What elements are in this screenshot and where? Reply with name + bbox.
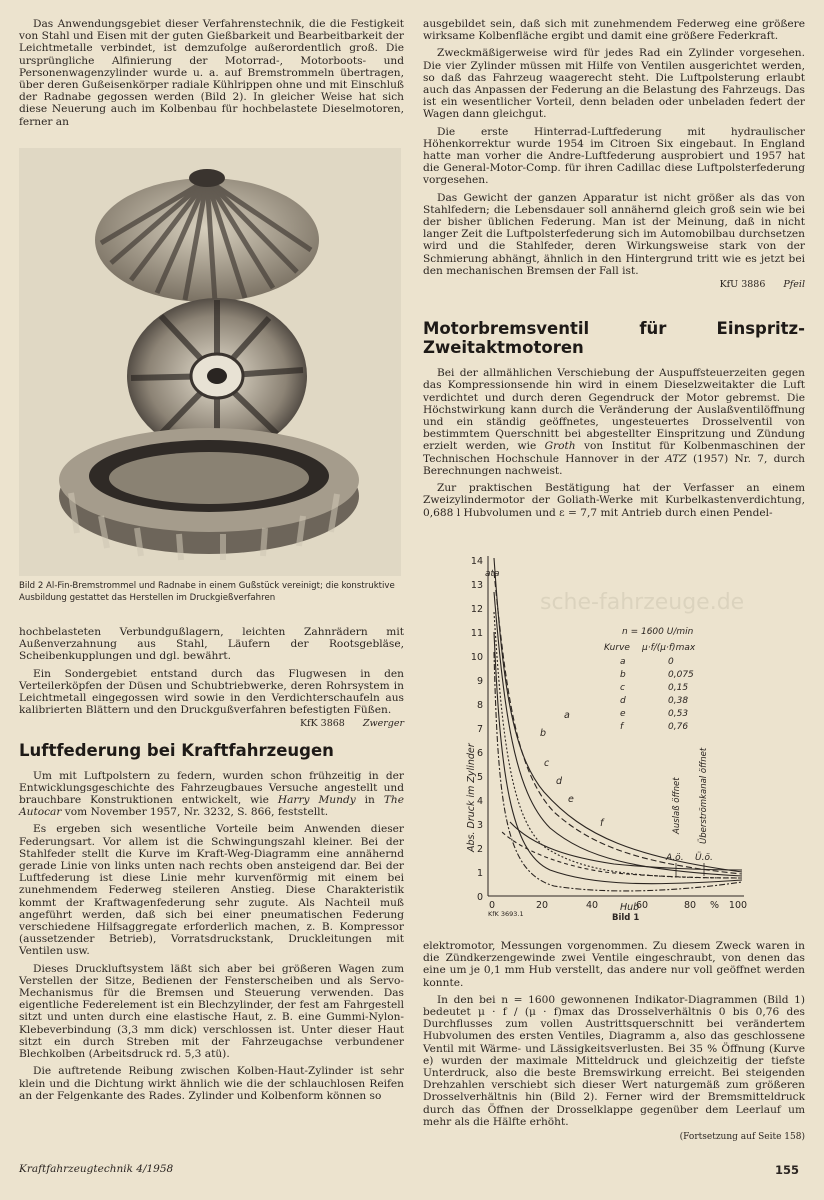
y-tick: 3 (476, 820, 483, 831)
kurve-ratio: 0 (668, 657, 674, 667)
x-tick: 60 (635, 900, 649, 911)
kurve-ratio: 0,76 (668, 722, 689, 732)
footer-journal: Kraftfahrzeugtechnik 4/1958 (19, 1163, 174, 1175)
left-column-bottom (19, 626, 404, 1107)
right-column (423, 18, 805, 524)
y-tick: 10 (470, 652, 483, 663)
indicator-diagram (454, 552, 762, 924)
figure-code: KfK 3693.1 (488, 910, 524, 918)
x-tick: 0 (488, 900, 496, 911)
x-tick: 40 (585, 900, 599, 911)
paragraph-motor-4: In den bei n = 1600 gewonnenen Indikator-Diagrammen (Bild 1) bedeutet μ · f / (μ · f)max das Drosselverhältnis 0 bis 0,76 des Durchflusses zum vollen Austrittsquerschnitt bei verändertem Hubvolumen des ersten Ventiles, Diagramm a, also das geschlossene Ventil mit Wärme- und Lässigkeitsverlusten. Bei 35 % Öffnung (Kurve e) wurden der maximale Mitteldruck und gleichzeitig der tiefste Unterdruck, also die beste Bremswirkung erreicht. Bei steigenden Drehzahlen verschiebt sich dieser Wert naturgemäß zum größeren Drosselverhältnis hin (Bild 2). Ferner wird der Bremsmitteldruck durch das Öffnen der Drosselklappe gegenüber dem Leerlauf um mehr als die Hälfte erhöht. (423, 993, 805, 1128)
paragraph-motor-2: Zur praktischen Bestätigung hat der Verfasser an einem Zweizylindermotor der Goliath-Werke mit Kurbelkastenverdichtung, 0,688 l Hubvolumen und ε = 7,7 mit Antrieb durch einen Pendel- (423, 482, 805, 519)
signature-kfk3868: KfK 3868 Zwerger (299, 718, 404, 730)
kurve-header: Kurve (604, 643, 630, 653)
kurve-letter: e (620, 709, 626, 719)
paragraph-right-4: Das Gewicht der ganzen Apparatur ist nicht größer als das von Stahlfedern; die Lebensdauer soll annähernd gleich groß sein wie bei der bisher üblichen Federung. Man ist der Meinung, daß in nicht langer Zeit die Luftpolsterfederung sich im Automobilbau durchsetzen wird und die Stahlfeder, deren Wirkungsweise stark von der Schmierung abhängt, ähnlich in den Hintergrund tritt wie es jetzt bei den mechanischen Bremsen der Fall ist. (423, 191, 805, 277)
brake-drum-photo (19, 148, 401, 576)
figure-1-diagram (454, 552, 762, 924)
kurve-letter: f (620, 722, 624, 732)
signature-kfu3886: KfU 3886 Pfeil (719, 279, 805, 291)
curve-label-f: f (600, 818, 604, 829)
kurve-ratio: 0,15 (668, 683, 689, 693)
y-unit: ata (485, 569, 500, 579)
y-tick: 5 (476, 772, 483, 783)
kurve-letter: d (620, 696, 626, 706)
y-tick: 7 (476, 724, 483, 735)
y-tick: 0 (476, 892, 483, 903)
speed-label: n = 1600 U/min (622, 627, 694, 637)
figure-2-photo (19, 148, 401, 576)
y-tick: 11 (470, 628, 483, 639)
right-column-bottom (423, 940, 805, 1143)
continuation-note: (Fortsetzung auf Seite 158) (679, 1132, 805, 1143)
x-tick-labels (489, 900, 747, 911)
kurve-ratio: 0,38 (668, 696, 689, 706)
paragraph-right-1: ausgebildet sein, daß sich mit zunehmendem Federweg eine größere wirksame Kolbenfläche ergibt und damit eine größere Federkraft. (423, 18, 805, 43)
curve-label-e: e (568, 794, 574, 805)
paragraph-motor-1: Bei der allmählichen Verschiebung der Auspuffsteuerzeiten gegen das Kompressionsende hin wird in einem Dieselzweitakter die Luft verdichtet und durch deren Gegendruck der Motor gebremst. Die Höchstwirkung kann durch die Veränderung der Auslaßventilöffnung und ein ständig geöffnetes, ungesteuertes Drosselventil von bestimmtem Querschnitt bei abgestellter Einspritzung und Zündung erzielt werden, wie Groth von Institut für Kolbenmaschinen der Technischen Hochschule Hannover in der ATZ (1957) Nr. 7, durch Berechnungen nachweist. (423, 367, 805, 477)
curve-label-a: a (564, 710, 570, 721)
y-tick: 13 (470, 580, 483, 591)
paragraph-after-figure: hochbelasteten Verbundgußlagern, leichten Zahnrädern mit Außenverzahnung aus Stahl, Läufern der Rootsgebläse, Scheibenkupplungen und dgl. bewährt. (19, 626, 404, 663)
y-tick: 12 (470, 604, 483, 615)
ao-label: A.ö. (666, 853, 684, 863)
ueberstroem-label: Überströmkanal öffnet (699, 747, 709, 844)
kurve-letter: a (620, 657, 626, 667)
y-tick: 14 (470, 556, 483, 567)
figure-2-caption: Bild 2 Al-Fin-Bremstrommel und Radnabe in einem Gußstück vereinigt; die konstruktive Ausbildung gestattet das Herstellen im Druckgießverfahren (19, 581, 395, 603)
heading-motorbremsventil: Motorbremsventil für Einspritz-Zweitaktmotoren (423, 319, 805, 358)
x-tick: 20 (535, 900, 549, 911)
paragraph-motor-3: elektromotor, Messungen vorgenommen. Zu diesem Zweck waren in die Zündkerzengewinde zwei Ventile eingeschraubt, von denen das eine um je 0,1 mm Hub verstellt, das andere nur voll geöffnet werden konnte. (423, 940, 805, 989)
curve-label-d: d (556, 776, 563, 787)
kurve-letter: b (620, 670, 626, 680)
y-tick: 2 (476, 844, 483, 855)
curve-label-b: b (540, 728, 547, 739)
y-tick: 8 (476, 700, 483, 711)
y-tick: 6 (476, 748, 483, 759)
kurve-ratio: 0,075 (668, 670, 694, 680)
auslass-label: Auslaß öffnet (672, 777, 682, 834)
figure-1-caption: Bild 1 (612, 913, 640, 923)
paragraph-right-2: Zweckmäßigerweise wird für jedes Rad ein Zylinder vorgesehen. Die vier Zylinder müssen mit Hilfe von Ventilen ausgerichtet werden, so daß das Fahrzeug waagerecht steht. Die Luftpolsterung erlaubt auch das Anpassen der Federung an die Belastung des Fahrzeugs. Das ist ein wesentlicher Vorteil, denn beladen oder unbeladen federt der Wagen dann gleichgut. (423, 47, 805, 121)
x-tick: 80 (683, 900, 697, 911)
paragraph-luft-4: Die auftretende Reibung zwischen Kolben-Haut-Zylinder ist sehr klein und die Dichtung wirkt ähnlich wie die der schlauchlosen Reifen an der Felgenkante des Rades. Zylinder und Kolbenform können so (19, 1065, 404, 1102)
paragraph-luft-2: Es ergeben sich wesentliche Vorteile beim Anwenden dieser Federungsart. Vor allem ist die Schwingungszahl kleiner. Bei der Stahlfeder stellt die Kurve im Kraft-Weg-Diagramm eine annähernd gerade Linie von links unten nach rechts oben ansteigend dar. Bei der Luftfederung ist diese Linie mehr kurvenförmig mit einem bei zunehmendem Federweg steileren Anstieg. Diese Charakteristik kommt der Kraftwagenfederung sehr zugute. Als Nachteil muß angeführt werden, daß sich bei einer pneumatischen Federung verschiedene Hilfsaggregate erforderlich machen, z. B. Kompressor (aussetzender Betrieb), Vorratsdruckstank, Druckleitungen mit Ventilen usw. (19, 823, 404, 958)
left-column-top (19, 18, 404, 133)
y-tick: 9 (476, 676, 483, 687)
paragraph-sondergebiet: Ein Sondergebiet entstand durch das Flugwesen in den Verteilerköpfen der Düsen und Schubtriebwerke, deren Rohrsystem in Leichtmetall eingegossen wird sowie in den Verdichterschaufeln aus kalibrierten Blättern und den Druckgußverfahren befestigten Füßen. (19, 667, 404, 717)
ratio-header: μ·f/(μ·f)max (642, 643, 696, 653)
page-number: 155 (775, 1163, 800, 1177)
curve-labels (540, 710, 605, 829)
x-unit: % (710, 900, 720, 911)
curve-label-c: c (544, 758, 550, 769)
paragraph-luft-3: Dieses Druckluftsystem läßt sich aber bei größeren Wagen zum Verstellen der Sitze, Bedienen der Fensterscheiben und als Servo-Mechanismus für die Bremsen und Steuerung verwenden. Das eigentliche Federelement ist ein Blechzylinder, der fest am Fahrgestell sitzt und unten durch eine elastische Haut, z. B. eine Gummi-Nylon-Klebeverbindung (3,3 mm dick) verschlossen ist. Unter dieser Haut sitzt ein durch Streben mit der Fahrzeugachse verbundener Blechkolben (Arbeitsdruck rd. 5,3 atü). (19, 962, 404, 1061)
kurve-table (620, 657, 694, 732)
y-tick: 1 (476, 868, 483, 879)
y-axis-label: Abs. Druck im Zylinder (466, 743, 477, 852)
heading-luftfederung: Luftfederung bei Kraftfahrzeugen (19, 740, 334, 760)
kurve-letter: c (620, 683, 625, 693)
paragraph-right-3: Die erste Hinterrad-Luftfederung mit hydraulischer Höhenkorrektur wurde 1954 im Citroen Six eingebaut. In England hatte man vorher die Andre-Luftfederung ausprobiert und 1957 hat die General-Motor-Comp. für ihren Cadillac diese Luftpolsterfederung vorgesehen. (423, 125, 805, 187)
paragraph-luft-1: Um mit Luftpolstern zu federn, wurden schon frühzeitig in der Entwicklungsgeschichte des Fahrzeugbaues Versuche angestellt und brauchbare Konstruktionen entwickelt, wie Harry Mundy in The Autocar vom November 1957, Nr. 3232, S. 866, feststellt. (19, 769, 404, 819)
kurve-ratio: 0,53 (668, 709, 689, 719)
intro-paragraph: Das Anwendungsgebiet dieser Verfahrenstechnik, die die Festigkeit von Stahl und Eisen mit der guten Gießbarkeit und Bearbeitbarkeit der Leichtmetalle verbindet, ist demzufolge außerordentlich groß. Die ursprüngliche Alfinierung der Motorrad-, Motorboots- und Personenwagenzylinder wurde u. a. auf Bremstrommeln übertragen, über deren Gußeisenkörper radiale Kühlrippen ohne und mit Einschluß der Radnabe gegossen werden (Bild 2). In gleicher Weise hat sich diese Neuerung auch im Kolbenbau für hochbelastete Dieselmotoren, ferner an (19, 18, 404, 128)
watermark-text: sche-fahrzeuge.de (540, 590, 745, 615)
x-axis-label: Hub (620, 902, 640, 913)
uo-label: Ü.ö. (695, 853, 713, 863)
x-tick: 100 (728, 900, 748, 911)
y-tick: 4 (476, 796, 483, 807)
